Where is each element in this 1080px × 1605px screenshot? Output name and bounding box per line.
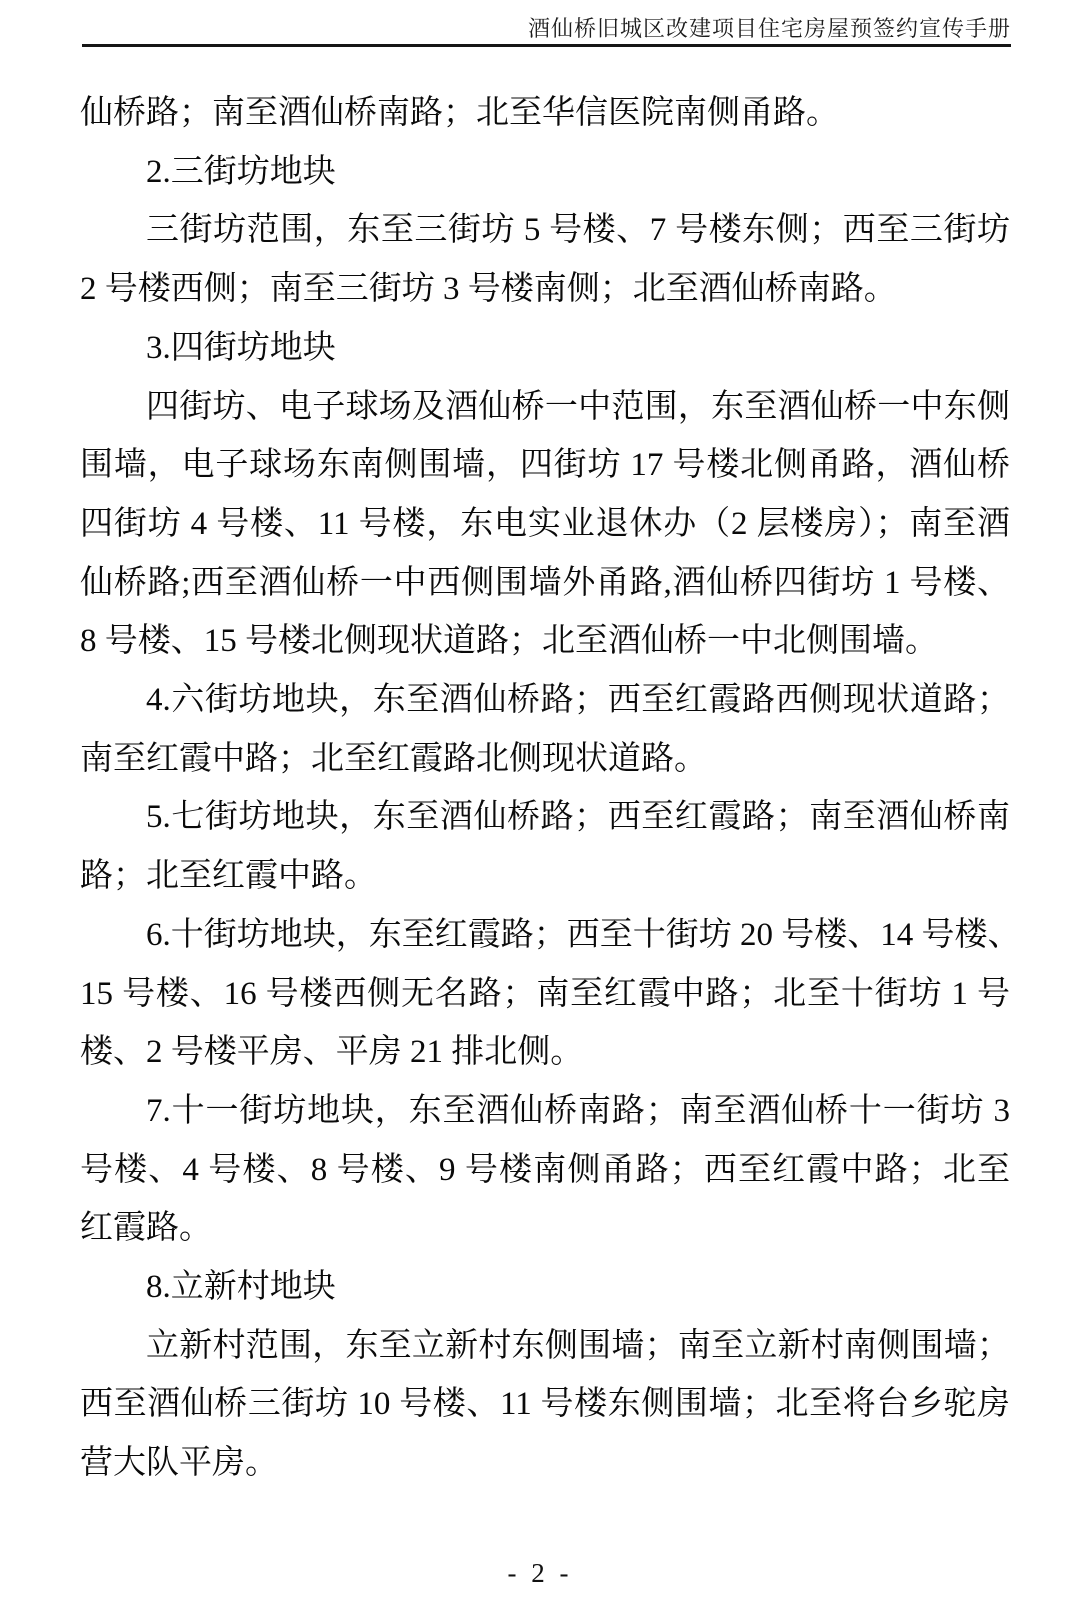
text-line: 三街坊范围，东至三街坊 5 号楼、7 号楼东侧；西至三街坊 (146, 212, 1010, 249)
header-divider (82, 44, 1011, 47)
text-line: 红霞路。 (80, 1210, 212, 1247)
text-line: 仙桥路；南至酒仙桥南路；北至华信医院南侧甬路。 (80, 95, 839, 131)
text-line: 8.立新村地块 (146, 1269, 336, 1306)
page-header (82, 16, 1011, 42)
text-line: 四街坊、电子球场及酒仙桥一中范围，东至酒仙桥一中东侧 (146, 388, 1010, 425)
text-line: 营大队平房。 (80, 1445, 278, 1482)
text-line: 6.十街坊地块，东至红霞路；西至十街坊 20 号楼、14 号楼、 (146, 916, 1021, 953)
text-line: 15 号楼、16 号楼西侧无名路；南至红霞中路；北至十街坊 1 号 (80, 975, 1010, 1012)
text-line: 号楼、4 号楼、8 号楼、9 号楼南侧甬路；西至红霞中路；北至 (80, 1151, 1010, 1188)
header-title: 酒仙桥旧城区改建项目住宅房屋预签约宣传手册 (527, 16, 1011, 41)
text-line: 四街坊 4 号楼、11 号楼，东电实业退休办（2 层楼房）；南至酒 (80, 505, 1010, 542)
footer-page-number: - 2 - (507, 1558, 573, 1588)
text-line: 围墙，电子球场东南侧围墙，四街坊 17 号楼北侧甬路，酒仙桥 (80, 447, 1010, 484)
text-line: 7.十一街坊地块，东至酒仙桥南路；南至酒仙桥十一街坊 3 (146, 1092, 1010, 1129)
text-line: 仙桥路;西至酒仙桥一中西侧围墙外甬路,酒仙桥四街坊 1 号楼、 (80, 564, 1010, 601)
text-line: 南至红霞中路；北至红霞路北侧现状道路。 (80, 740, 707, 777)
text-line: 西至酒仙桥三街坊 10 号楼、11 号楼东侧围墙；北至将台乡驼房 (80, 1386, 1010, 1423)
page-footer (0, 1558, 1080, 1589)
text-line: 立新村范围，东至立新村东侧围墙；南至立新村南侧围墙； (146, 1327, 1010, 1364)
text-line: 3.四街坊地块 (146, 329, 336, 366)
text-line: 2.三街坊地块 (146, 153, 336, 190)
text-line: 路；北至红霞中路。 (80, 858, 377, 895)
text-line: 4.六街坊地块，东至酒仙桥路；西至红霞路西侧现状道路； (146, 682, 1010, 719)
text-line: 8 号楼、15 号楼北侧现状道路；北至酒仙桥一中北侧围墙。 (80, 623, 938, 660)
text-line: 5.七街坊地块，东至酒仙桥路；西至红霞路；南至酒仙桥南 (146, 799, 1010, 836)
document-body (80, 84, 1021, 1493)
text-line: 2 号楼西侧；南至三街坊 3 号楼南侧；北至酒仙桥南路。 (80, 271, 897, 308)
text-line: 楼、2 号楼平房、平房 21 排北侧。 (80, 1034, 584, 1071)
